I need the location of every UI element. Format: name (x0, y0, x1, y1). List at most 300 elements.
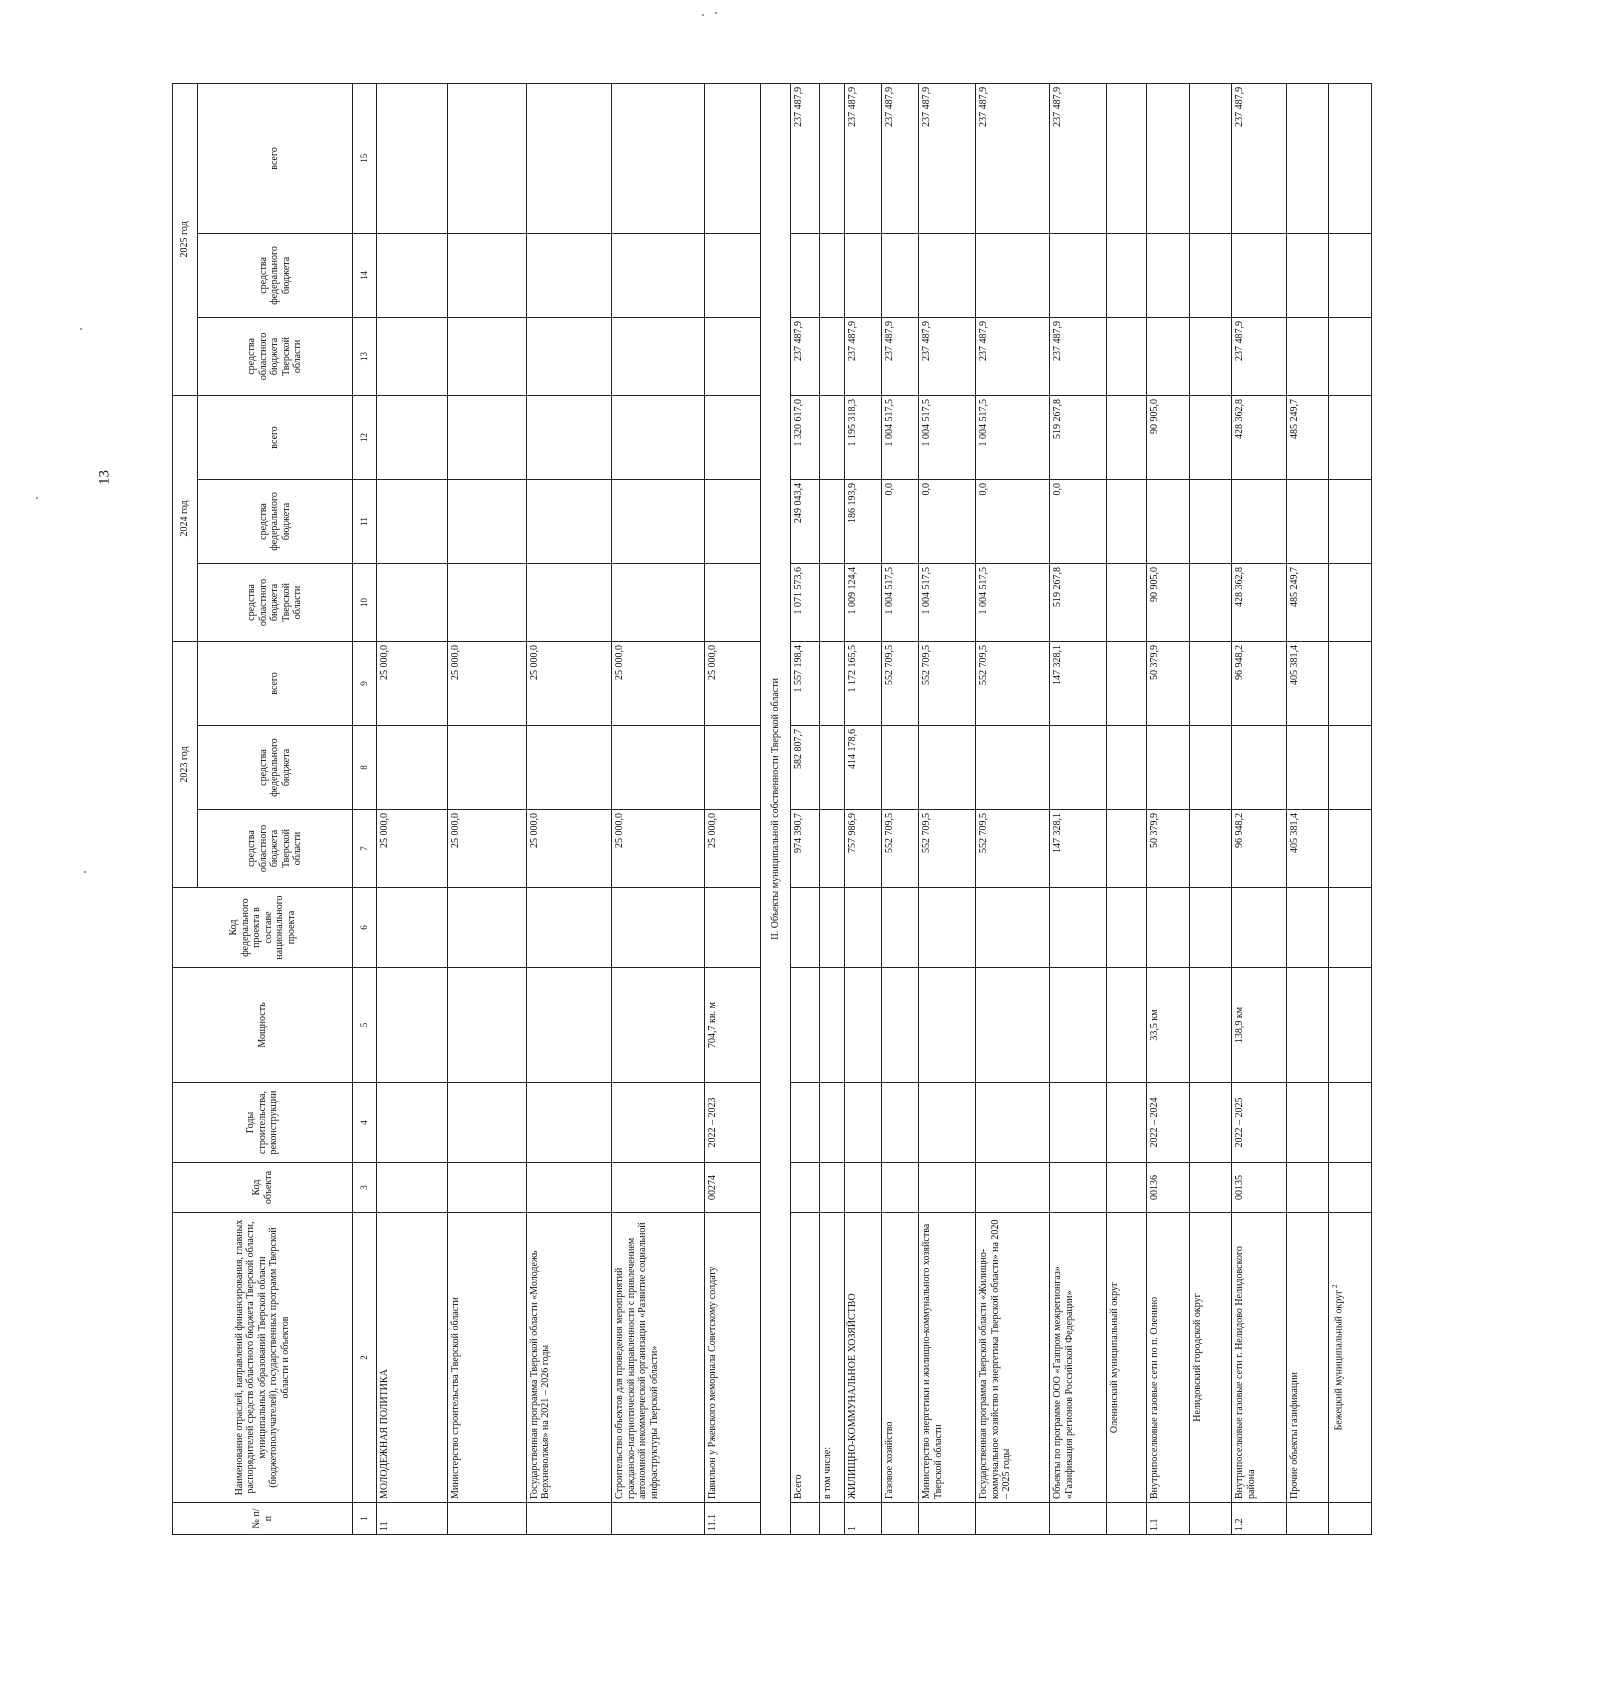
value-cell (612, 726, 705, 810)
value-cell (1147, 479, 1190, 563)
column-number: 14 (353, 233, 377, 317)
value-cell (448, 395, 526, 479)
value-cell: 0,0 (919, 479, 976, 563)
capacity-cell (377, 968, 448, 1083)
value-cell (882, 726, 919, 810)
value-cell (448, 563, 526, 641)
value-cell: 50 379,9 (1147, 810, 1190, 888)
value-cell (1189, 726, 1232, 810)
value-cell (882, 233, 919, 317)
years-cell (845, 1083, 882, 1163)
years-cell (1050, 1083, 1107, 1163)
value-cell (377, 83, 448, 233)
value-cell: 237 487,9 (791, 317, 819, 395)
row-number-cell (919, 1503, 976, 1535)
value-cell (377, 563, 448, 641)
value-cell: 552 709,5 (882, 810, 919, 888)
value-cell: 1 071 573,6 (791, 563, 819, 641)
table-row (1147, 83, 1190, 1534)
value-cell: 25 000,0 (704, 810, 761, 888)
row-number-cell: 1.2 (1232, 1503, 1286, 1535)
years-cell (819, 1083, 845, 1163)
fed-project-code-cell (704, 888, 761, 968)
value-cell (1189, 810, 1232, 888)
scan-speck (84, 871, 86, 873)
value-cell (976, 726, 1050, 810)
column-number: 13 (353, 317, 377, 395)
value-cell: 90 905,0 (1147, 395, 1190, 479)
years-cell (1189, 1083, 1232, 1163)
value-cell (704, 83, 761, 233)
value-cell: 237 487,9 (976, 83, 1050, 233)
value-cell (704, 563, 761, 641)
value-cell: 485 249,7 (1286, 563, 1329, 641)
value-cell: 237 487,9 (845, 83, 882, 233)
value-cell (612, 395, 705, 479)
value-cell (612, 317, 705, 395)
column-number: 6 (353, 888, 377, 968)
capacity-cell (819, 968, 845, 1083)
value-cell (819, 641, 845, 725)
row-name-cell: Государственная программа Тверской области «Молодежь Верхневолжья» на 2021 – 2026 годы (526, 1213, 611, 1503)
value-cell: 552 709,5 (976, 810, 1050, 888)
row-number-cell (976, 1503, 1050, 1535)
value-cell (1147, 233, 1190, 317)
capacity-cell (976, 968, 1050, 1083)
value-cell: 1 004 517,5 (882, 395, 919, 479)
footnote-mark: 2 (1331, 1284, 1340, 1290)
value-cell: 552 709,5 (919, 641, 976, 725)
value-cell (1329, 317, 1372, 395)
scan-speck (702, 14, 704, 16)
value-cell (1329, 563, 1372, 641)
fed-project-code-cell (377, 888, 448, 968)
row-name-cell: Министерство строительства Тверской области (448, 1213, 526, 1503)
rotated-table-area (172, 86, 1623, 1535)
value-cell (1286, 83, 1329, 233)
value-cell (819, 726, 845, 810)
value-cell: 1 004 517,5 (882, 563, 919, 641)
value-cell: 237 487,9 (919, 83, 976, 233)
table-row (1329, 83, 1372, 1534)
header-capacity: Мощность (173, 968, 353, 1083)
header-fed-project-code: Код федерального проекта в составе национального проекта (173, 888, 353, 968)
value-cell (1050, 233, 1107, 317)
object-code-cell: 00136 (1147, 1163, 1190, 1213)
object-code-cell (1050, 1163, 1107, 1213)
value-cell: 405 381,4 (1286, 810, 1329, 888)
row-number-cell (1050, 1503, 1107, 1535)
column-number: 3 (353, 1163, 377, 1213)
object-code-cell (791, 1163, 819, 1213)
value-cell (704, 317, 761, 395)
table-row (704, 83, 761, 1534)
header-regional-2023: средства областного бюджета Тверской области (198, 810, 353, 888)
value-cell: 96 948,2 (1232, 641, 1286, 725)
value-cell: 147 328,1 (1050, 641, 1107, 725)
capacity-cell: 33,5 км (1147, 968, 1190, 1083)
object-code-cell (377, 1163, 448, 1213)
fed-project-code-cell (1286, 888, 1329, 968)
table-row (976, 83, 1050, 1534)
row-number-cell: 11 (377, 1503, 448, 1535)
header-regional-2025: средства областного бюджета Тверской области (198, 317, 353, 395)
value-cell: 1 172 165,5 (845, 641, 882, 725)
value-cell (526, 479, 611, 563)
object-code-cell (919, 1163, 976, 1213)
header-total-2025: всего (198, 83, 353, 233)
fed-project-code-cell (845, 888, 882, 968)
capacity-cell (1189, 968, 1232, 1083)
value-cell: 237 487,9 (1050, 83, 1107, 233)
value-cell (1329, 641, 1372, 725)
value-cell: 90 905,0 (1147, 563, 1190, 641)
table-row (845, 83, 882, 1534)
value-cell: 237 487,9 (1050, 317, 1107, 395)
column-number: 7 (353, 810, 377, 888)
value-cell (448, 479, 526, 563)
value-cell (1329, 726, 1372, 810)
scan-speck (36, 497, 38, 499)
object-code-cell (1107, 1163, 1147, 1213)
fed-project-code-cell (919, 888, 976, 968)
value-cell: 25 000,0 (612, 810, 705, 888)
value-cell (1232, 726, 1286, 810)
row-name-cell: Нелидовский городской округ (1189, 1213, 1232, 1503)
row-name-cell: Объекты по программе ООО «Газпром межрегионгаз» «Газификация регионов Российской Федерации» (1050, 1213, 1107, 1503)
capacity-cell (919, 968, 976, 1083)
object-code-cell: 00135 (1232, 1163, 1286, 1213)
value-cell (1329, 810, 1372, 888)
row-name-cell: МОЛОДЕЖНАЯ ПОЛИТИКА (377, 1213, 448, 1503)
table-row (1050, 83, 1107, 1534)
years-cell: 2022 – 2025 (1232, 1083, 1286, 1163)
header-total-2024: всего (198, 395, 353, 479)
value-cell: 552 709,5 (919, 810, 976, 888)
row-name-cell: Государственная программа Тверской области «Жилищно-коммунальное хозяйство и энергетика Тверской области» на 2020 – 2025 годы (976, 1213, 1050, 1503)
value-cell (1189, 317, 1232, 395)
column-number: 2 (353, 1213, 377, 1503)
value-cell: 50 379,9 (1147, 641, 1190, 725)
row-number-cell (526, 1503, 611, 1535)
value-cell: 0,0 (882, 479, 919, 563)
row-name-cell: Строительство объектов для проведения мероприятий гражданско-патриотической направленности с привлечением автономной некоммерческой организации «Развитие социальной инфраструктуры Тверской области» (612, 1213, 705, 1503)
value-cell (919, 233, 976, 317)
column-number: 4 (353, 1083, 377, 1163)
value-cell (448, 83, 526, 233)
table-row (377, 83, 448, 1534)
value-cell: 25 000,0 (704, 641, 761, 725)
value-cell (1107, 810, 1147, 888)
capacity-cell: 704,7 кв. м (704, 968, 761, 1083)
header-regional-2024: средства областного бюджета Тверской области (198, 563, 353, 641)
row-name-cell: ЖИЛИЩНО-КОММУНАЛЬНОЕ ХОЗЯЙСТВО (845, 1213, 882, 1503)
header-federal-2025: средства федерального бюджета (198, 233, 353, 317)
value-cell (704, 479, 761, 563)
value-cell: 1 004 517,5 (919, 563, 976, 641)
value-cell: 237 487,9 (1232, 83, 1286, 233)
object-code-cell (448, 1163, 526, 1213)
years-cell (1329, 1083, 1372, 1163)
value-cell (1232, 479, 1286, 563)
column-number-row (353, 83, 377, 1534)
value-cell: 485 249,7 (1286, 395, 1329, 479)
column-number: 15 (353, 83, 377, 233)
scan-speck (715, 12, 717, 14)
table-row (448, 83, 526, 1534)
value-cell: 1 320 617,0 (791, 395, 819, 479)
fed-project-code-cell (1232, 888, 1286, 968)
value-cell (819, 563, 845, 641)
fed-project-code-cell (1189, 888, 1232, 968)
capacity-cell (845, 968, 882, 1083)
years-cell (612, 1083, 705, 1163)
value-cell: 186 193,9 (845, 479, 882, 563)
table-row (526, 83, 611, 1534)
row-number-cell: 11.1 (704, 1503, 761, 1535)
capacity-cell (1107, 968, 1147, 1083)
value-cell (526, 563, 611, 641)
value-cell: 25 000,0 (448, 641, 526, 725)
value-cell: 428 362,8 (1232, 563, 1286, 641)
value-cell: 237 487,9 (919, 317, 976, 395)
value-cell: 414 178,6 (845, 726, 882, 810)
row-name-cell: Бежецкий муниципальный округ $^2$ (1329, 1213, 1372, 1503)
value-cell (819, 395, 845, 479)
table-row (1189, 83, 1232, 1534)
value-cell (1189, 641, 1232, 725)
capacity-cell (526, 968, 611, 1083)
row-name-cell: Прочие объекты газификации (1286, 1213, 1329, 1503)
value-cell: 757 986,9 (845, 810, 882, 888)
value-cell (1189, 395, 1232, 479)
fed-project-code-cell (1050, 888, 1107, 968)
value-cell: 25 000,0 (448, 810, 526, 888)
value-cell (845, 233, 882, 317)
page-number: 13 (96, 470, 113, 485)
value-cell (377, 479, 448, 563)
column-number: 1 (353, 1503, 377, 1535)
years-cell (526, 1083, 611, 1163)
value-cell (1107, 641, 1147, 725)
header-name: Наименование отраслей, направлений финансирования, главных распорядителей средств областного бюджета Тверской области, муниципальных образований Тверской области (бюджетополучателей), государственных программ Тверской области и объектов (173, 1213, 353, 1503)
object-code-cell (1329, 1163, 1372, 1213)
value-cell: 1 557 198,4 (791, 641, 819, 725)
value-cell (1147, 317, 1190, 395)
row-number-cell: 1.1 (1147, 1503, 1190, 1535)
fed-project-code-cell (612, 888, 705, 968)
object-code-cell (976, 1163, 1050, 1213)
scan-speck (80, 328, 82, 330)
row-name-cell: Оленинский муниципальный округ (1107, 1213, 1147, 1503)
row-number-cell (1286, 1503, 1329, 1535)
value-cell: 237 487,9 (976, 317, 1050, 395)
value-cell (612, 83, 705, 233)
header-federal-2024: средства федерального бюджета (198, 479, 353, 563)
value-cell: 25 000,0 (612, 641, 705, 725)
row-number-cell (448, 1503, 526, 1535)
table-body (353, 83, 1372, 1534)
header-year-2025: 2025 год (173, 83, 198, 395)
years-cell: 2022 – 2023 (704, 1083, 761, 1163)
object-code-cell (845, 1163, 882, 1213)
value-cell (526, 395, 611, 479)
table-row (819, 83, 845, 1534)
years-cell (919, 1083, 976, 1163)
value-cell (377, 726, 448, 810)
value-cell (1147, 83, 1190, 233)
table-row (1232, 83, 1286, 1534)
value-cell (526, 233, 611, 317)
value-cell (1286, 726, 1329, 810)
value-cell: 25 000,0 (377, 810, 448, 888)
capacity-cell: 138,9 км (1232, 968, 1286, 1083)
capacity-cell (1286, 968, 1329, 1083)
value-cell (1107, 726, 1147, 810)
value-cell (448, 317, 526, 395)
object-code-cell (1286, 1163, 1329, 1213)
table-row (1286, 83, 1329, 1534)
table-row (1107, 83, 1147, 1534)
value-cell: 25 000,0 (526, 810, 611, 888)
value-cell (819, 233, 845, 317)
value-cell: 237 487,9 (791, 83, 819, 233)
column-number: 9 (353, 641, 377, 725)
value-cell (1107, 317, 1147, 395)
years-cell (791, 1083, 819, 1163)
value-cell: 552 709,5 (976, 641, 1050, 725)
fed-project-code-cell (976, 888, 1050, 968)
value-cell (526, 317, 611, 395)
value-cell (448, 233, 526, 317)
capacity-cell (882, 968, 919, 1083)
years-cell: 2022 – 2024 (1147, 1083, 1190, 1163)
object-code-cell (526, 1163, 611, 1213)
value-cell: 147 328,1 (1050, 810, 1107, 888)
capacity-cell (791, 968, 819, 1083)
value-cell: 249 043,4 (791, 479, 819, 563)
value-cell: 974 390,7 (791, 810, 819, 888)
value-cell (791, 233, 819, 317)
object-code-cell (612, 1163, 705, 1213)
table-row (791, 83, 819, 1534)
value-cell (819, 810, 845, 888)
table-row (882, 83, 919, 1534)
value-cell: 96 948,2 (1232, 810, 1286, 888)
value-cell (1232, 233, 1286, 317)
object-code-cell (1189, 1163, 1232, 1213)
value-cell (1189, 479, 1232, 563)
value-cell (1189, 563, 1232, 641)
column-number: 10 (353, 563, 377, 641)
value-cell (1329, 395, 1372, 479)
fed-project-code-cell (1147, 888, 1190, 968)
object-code-cell (819, 1163, 845, 1213)
row-number-cell (1329, 1503, 1372, 1535)
value-cell (976, 233, 1050, 317)
value-cell (448, 726, 526, 810)
header-year-2023: 2023 год (173, 641, 198, 887)
column-number: 8 (353, 726, 377, 810)
value-cell (377, 317, 448, 395)
value-cell (1107, 395, 1147, 479)
value-cell (1329, 233, 1372, 317)
row-name-cell: Министерство энергетики и жилищно-коммунального хозяйства Тверской области (919, 1213, 976, 1503)
fed-project-code-cell (448, 888, 526, 968)
column-number: 12 (353, 395, 377, 479)
value-cell: 1 004 517,5 (919, 395, 976, 479)
row-name-cell: Внутрипоселковые газовые сети г. Нелидово Нелидовского района (1232, 1213, 1286, 1503)
value-cell: 428 362,8 (1232, 395, 1286, 479)
value-cell: 1 195 318,3 (845, 395, 882, 479)
fed-project-code-cell (882, 888, 919, 968)
value-cell (1147, 726, 1190, 810)
capacity-cell (1050, 968, 1107, 1083)
value-cell (1189, 83, 1232, 233)
fed-project-code-cell (1107, 888, 1147, 968)
value-cell (1050, 726, 1107, 810)
value-cell: 0,0 (1050, 479, 1107, 563)
row-number-cell (882, 1503, 919, 1535)
value-cell (919, 726, 976, 810)
fed-project-code-cell (791, 888, 819, 968)
header-federal-2023: средства федерального бюджета (198, 726, 353, 810)
value-cell (526, 83, 611, 233)
value-cell (819, 83, 845, 233)
years-cell (976, 1083, 1050, 1163)
row-number-cell: 1 (845, 1503, 882, 1535)
column-number: 5 (353, 968, 377, 1083)
value-cell: 405 381,4 (1286, 641, 1329, 725)
value-cell: 1 004 517,5 (976, 563, 1050, 641)
years-cell (882, 1083, 919, 1163)
value-cell (1329, 479, 1372, 563)
value-cell: 1 009 124,4 (845, 563, 882, 641)
capacity-cell (1329, 968, 1372, 1083)
row-name-cell: в том числе: (819, 1213, 845, 1503)
value-cell (612, 233, 705, 317)
value-cell (1107, 563, 1147, 641)
value-cell: 519 267,8 (1050, 563, 1107, 641)
row-number-cell (612, 1503, 705, 1535)
value-cell (377, 395, 448, 479)
fed-project-code-cell (1329, 888, 1372, 968)
value-cell (704, 395, 761, 479)
header-year-2024: 2024 год (173, 395, 198, 641)
value-cell (1189, 233, 1232, 317)
value-cell (612, 479, 705, 563)
table-row (612, 83, 705, 1534)
value-cell (704, 726, 761, 810)
value-cell (819, 317, 845, 395)
years-cell (448, 1083, 526, 1163)
header-total-2023: всего (198, 641, 353, 725)
value-cell (377, 233, 448, 317)
value-cell (1329, 83, 1372, 233)
header-object-code: Код объекта (173, 1163, 353, 1213)
header-years: Годы строительства, реконструкции (173, 1083, 353, 1163)
value-cell (819, 479, 845, 563)
value-cell (704, 233, 761, 317)
value-cell: 0,0 (976, 479, 1050, 563)
row-number-cell (791, 1503, 819, 1535)
capacity-cell (448, 968, 526, 1083)
value-cell: 237 487,9 (1232, 317, 1286, 395)
row-number-cell (1107, 1503, 1147, 1535)
row-name-cell: Внутрипоселковые газовые сети по п. Оленино (1147, 1213, 1190, 1503)
row-number-cell (1189, 1503, 1232, 1535)
section-title: II. Объекты муниципальной собственности Тверской области (761, 83, 791, 1534)
